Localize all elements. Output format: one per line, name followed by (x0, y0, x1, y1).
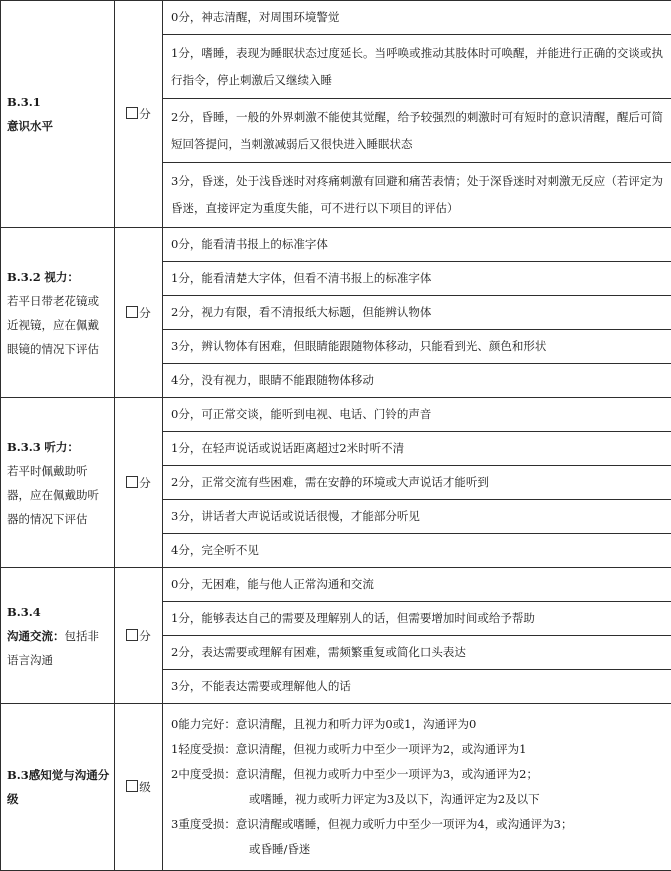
option-text: 4分，完全听不见 (163, 534, 671, 568)
grade-line: 或昏睡/昏迷 (171, 837, 663, 862)
item-consciousness (1, 1, 115, 228)
option-text: 3分，讲话者大声说话或说话很慢，才能部分听见 (163, 500, 671, 534)
option-text: 1分，能够表达自己的需要及理解别人的话，但需要增加时间或给予帮助 (163, 602, 671, 636)
option-text: 0分，神志清醒，对周围环境警觉 (163, 1, 671, 35)
item-code: B.3.1 (7, 90, 110, 114)
item-code: B.3.4 (7, 600, 110, 624)
item-code: B.3.2 (7, 270, 41, 284)
grade-line: 0能力完好：意识清醒，且视力和听力评为0或1，沟通评为0 (171, 712, 663, 737)
item-note: 若平日带老花镜或近视镜，应在佩戴眼镜的情况下评估 (7, 289, 110, 361)
checkbox-icon[interactable] (126, 107, 138, 119)
grading-title: B.3感知觉与沟通分级 (7, 768, 109, 806)
score-unit: 分 (139, 629, 151, 643)
score-unit: 分 (139, 306, 151, 320)
checkbox-icon[interactable] (126, 780, 138, 792)
option-text: 0分，可正常交谈，能听到电视、电话、门铃的声音 (163, 398, 671, 432)
score-field-communication[interactable] (115, 568, 163, 704)
option-text: 0分，无困难，能与他人正常沟通和交流 (163, 568, 671, 602)
option-text: 2分，正常交流有些困难，需在安静的环境或大声说话才能听到 (163, 466, 671, 500)
option-text: 3分，昏迷，处于浅昏迷时对疼痛刺激有回避和痛苦表情；处于深昏迷时对刺激无反应（若评定为昏迷，直接评定为重度失能，可不进行以下项目的评估） (163, 163, 671, 228)
item-note: 包括非语言沟通 (7, 629, 99, 667)
item-code: B.3.3 (7, 440, 41, 454)
table-row (1, 228, 671, 262)
checkbox-icon[interactable] (126, 306, 138, 318)
table-row (1, 1, 671, 35)
score-unit: 分 (139, 107, 151, 121)
option-text: 3分，辨认物体有困难，但眼睛能跟随物体移动，只能看到光、颜色和形状 (163, 330, 671, 364)
score-unit: 分 (139, 476, 151, 490)
item-title: 沟通交流： (7, 629, 65, 643)
option-text: 1分，能看清楚大字体，但看不清书报上的标准字体 (163, 262, 671, 296)
item-title: 听力： (44, 440, 79, 454)
grade-field[interactable] (115, 704, 163, 871)
score-field-hearing[interactable] (115, 398, 163, 568)
checkbox-icon[interactable] (126, 476, 138, 488)
score-field-vision[interactable] (115, 228, 163, 398)
table-row (1, 704, 671, 871)
item-title: 视力： (44, 270, 79, 284)
table-row (1, 568, 671, 602)
score-field-consciousness[interactable] (115, 1, 163, 228)
item-communication (1, 568, 115, 704)
item-hearing (1, 398, 115, 568)
grade-unit: 级 (139, 780, 151, 794)
grade-line: 或嗜睡，视力或听力评定为3及以下，沟通评定为2及以下 (171, 787, 663, 812)
item-grading (1, 704, 115, 871)
option-text: 3分，不能表达需要或理解他人的话 (163, 670, 671, 704)
option-text: 1分，在轻声说话或说话距离超过2米时听不清 (163, 432, 671, 466)
grade-line: 1轻度受损：意识清醒，但视力或听力中至少一项评为2，或沟通评为1 (171, 737, 663, 762)
table-row (1, 398, 671, 432)
option-text: 0分，能看清书报上的标准字体 (163, 228, 671, 262)
item-note: 若平时佩戴助听器，应在佩戴助听器的情况下评估 (7, 459, 110, 531)
grade-line: 3重度受损：意识清醒或嗜睡，但视力或听力中至少一项评为4，或沟通评为3； (171, 812, 663, 837)
option-text: 1分，嗜睡，表现为睡眠状态过度延长。当呼唤或推动其肢体时可唤醒，并能进行正确的交谈或执行指令，停止刺激后又继续入睡 (163, 35, 671, 99)
grading-criteria (163, 704, 671, 871)
option-text: 2分，昏睡，一般的外界刺激不能使其觉醒，给予较强烈的刺激时可有短时的意识清醒，醒后可简短回答提问，当刺激减弱后又很快进入睡眠状态 (163, 99, 671, 163)
checkbox-icon[interactable] (126, 629, 138, 641)
option-text: 2分，视力有限，看不清报纸大标题，但能辨认物体 (163, 296, 671, 330)
item-vision (1, 228, 115, 398)
grade-line: 2中度受损：意识清醒，但视力或听力中至少一项评为3，或沟通评为2； (171, 762, 663, 787)
item-title: 意识水平 (7, 119, 53, 133)
option-text: 4分，没有视力，眼睛不能跟随物体移动 (163, 364, 671, 398)
option-text: 2分，表达需要或理解有困难，需频繁重复或简化口头表达 (163, 636, 671, 670)
